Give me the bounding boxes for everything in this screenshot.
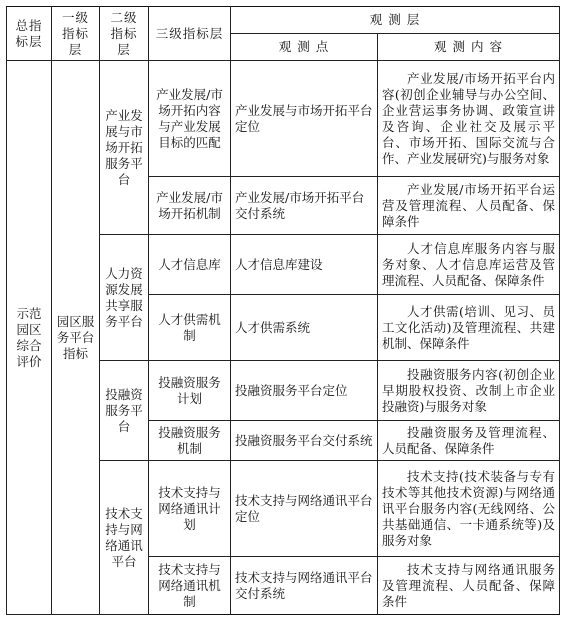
- level3-indicator-cell: 产业发展/市场开拓机制: [149, 177, 231, 235]
- evaluation-indicator-table: [6, 6, 560, 615]
- header-level1-indicator: 一级指标层: [52, 7, 100, 61]
- observe-point-cell: 人才信息库建设: [231, 235, 378, 295]
- level3-indicator-cell: 投融资服务机制: [149, 421, 231, 461]
- observe-content-cell: 产业发展/市场开拓平台运营及管理流程、人员配备、保障条件: [378, 177, 560, 235]
- total-indicator-cell: 示范园区综合评价: [7, 61, 52, 615]
- level3-indicator-cell: 投融资服务计划: [149, 361, 231, 421]
- observe-point-cell: 投融资服务平台交付系统: [231, 421, 378, 461]
- observe-point-cell: 技术支持与网络通讯平台定位: [231, 461, 378, 557]
- level3-indicator-cell: 人才供需机制: [149, 295, 231, 361]
- level3-indicator-cell: 技术支持与网络通讯计划: [149, 461, 231, 557]
- header-row-1: [7, 7, 560, 34]
- header-observe-point: 观 测 点: [231, 34, 378, 61]
- observe-content-cell: 产业发展/市场开拓平台内容(初创企业辅导与办公空间、企业营运事务协调、政策宣讲及咨询、企业社交及展示平台、市场开拓、国际交流与合作、产业发展研究)与服务对象: [378, 61, 560, 177]
- observe-content-cell: 技术支持(技术装备与专有技术等其他技术资源)与网络通讯平台服务内容(无线网络、公共基础通信、一卡通系统等)及服务对象: [378, 461, 560, 557]
- header-observe-content: 观 测 内 容: [378, 34, 560, 61]
- header-level2-indicator: 二级指标层: [100, 7, 149, 61]
- observe-content-cell: 技术支持与网络通讯服务及管理流程、人员配备、保障条件: [378, 557, 560, 615]
- observe-point-cell: 投融资服务平台定位: [231, 361, 378, 421]
- observe-content-cell: 投融资服务内容(初创企业早期股权投资、改制上市企业投融资)与服务对象: [378, 361, 560, 421]
- observe-point-cell: 产业发展/市场开拓平台交付系统: [231, 177, 378, 235]
- level3-indicator-cell: 技术支持与网络通讯机制: [149, 557, 231, 615]
- level2-indicator-cell: 投融资服务平台: [100, 361, 149, 461]
- level3-indicator-cell: 人才信息库: [149, 235, 231, 295]
- observe-point-cell: 产业发展与市场开拓平台定位: [231, 61, 378, 177]
- header-total-indicator: 总指标层: [7, 7, 52, 61]
- header-observe-layer: 观 测 层: [231, 7, 560, 34]
- observe-content-cell: 人才信息库服务内容与服务对象、人才信息库运营及管理流程、人员配备、保障条件: [378, 235, 560, 295]
- observe-point-cell: 人才供需系统: [231, 295, 378, 361]
- level2-indicator-cell: 技术支持与网络通讯平台: [100, 461, 149, 615]
- level3-indicator-cell: 产业发展/市场开拓内容与产业发展目标的匹配: [149, 61, 231, 177]
- level1-indicator-cell: 园区服务平台指标: [52, 61, 100, 615]
- observe-point-cell: 技术支持与网络通讯平台交付系统: [231, 557, 378, 615]
- level2-indicator-cell: 人力资源发展共享服务平台: [100, 235, 149, 361]
- observe-content-cell: 人才供需(培训、见习、员工文化活动)及管理流程、共建机制、保障条件: [378, 295, 560, 361]
- header-level3-indicator: 三级指标层: [149, 7, 231, 61]
- table-row: [7, 61, 560, 177]
- level2-indicator-cell: 产业发展与市场开拓服务平台: [100, 61, 149, 235]
- observe-content-cell: 投融资服务及管理流程、人员配备、保障条件: [378, 421, 560, 461]
